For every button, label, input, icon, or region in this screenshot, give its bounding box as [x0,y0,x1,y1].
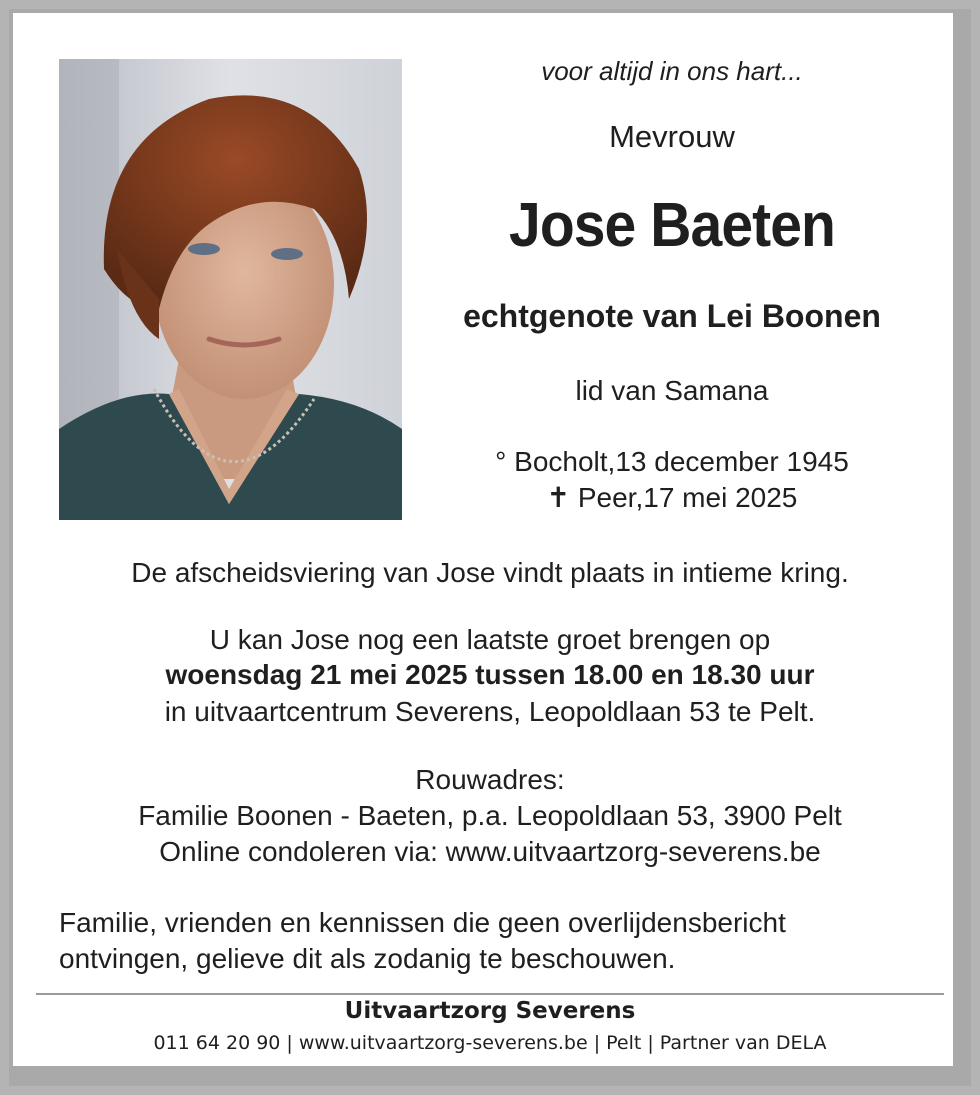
death-line: ✝ Peer,17 mei 2025 [546,482,798,513]
deceased-name: Jose Baeten [509,191,835,260]
online-condolence: Online condoleren via: www.uitvaartzorg-severens.be [159,836,821,867]
spouse-line: echtgenote van Lei Boonen [463,298,881,334]
address-heading: Rouwadres: [415,764,565,795]
mourning-address: Familie Boonen - Baeten, p.a. Leopoldlaan 53, 3900 Pelt [138,800,842,831]
footer-divider [36,993,944,995]
birth-line: ° Bocholt,13 december 1945 [495,446,849,477]
visit-location: in uitvaartcentrum Severens, Leopoldlaan 53 te Pelt. [164,696,816,727]
notice-line-2: ontvingen, gelieve dit als zodanig te beschouwen. [59,943,676,974]
notice-line-1: Familie, vrienden en kennissen die geen overlijdensbericht [59,907,786,938]
motto: voor altijd in ons hart... [541,56,803,86]
portrait-photo [59,59,402,520]
notice-paragraph [59,905,919,977]
funeral-company-name: Uitvaartzorg Severens [344,998,636,1024]
honorific: Mevrouw [609,119,735,154]
membership-line: lid van Samana [575,375,769,406]
visit-line-1: U kan Jose nog een laatste groet brengen op [209,624,771,655]
funeral-company-contact: 011 64 20 90 | www.uitvaartzorg-severens.be | Pelt | Partner van DELA [153,1032,827,1054]
visit-date-time: woensdag 21 mei 2025 tussen 18.00 en 18.30 uur [165,659,815,690]
ceremony-text: De afscheidsviering van Jose vindt plaats in intieme kring. [131,557,849,588]
